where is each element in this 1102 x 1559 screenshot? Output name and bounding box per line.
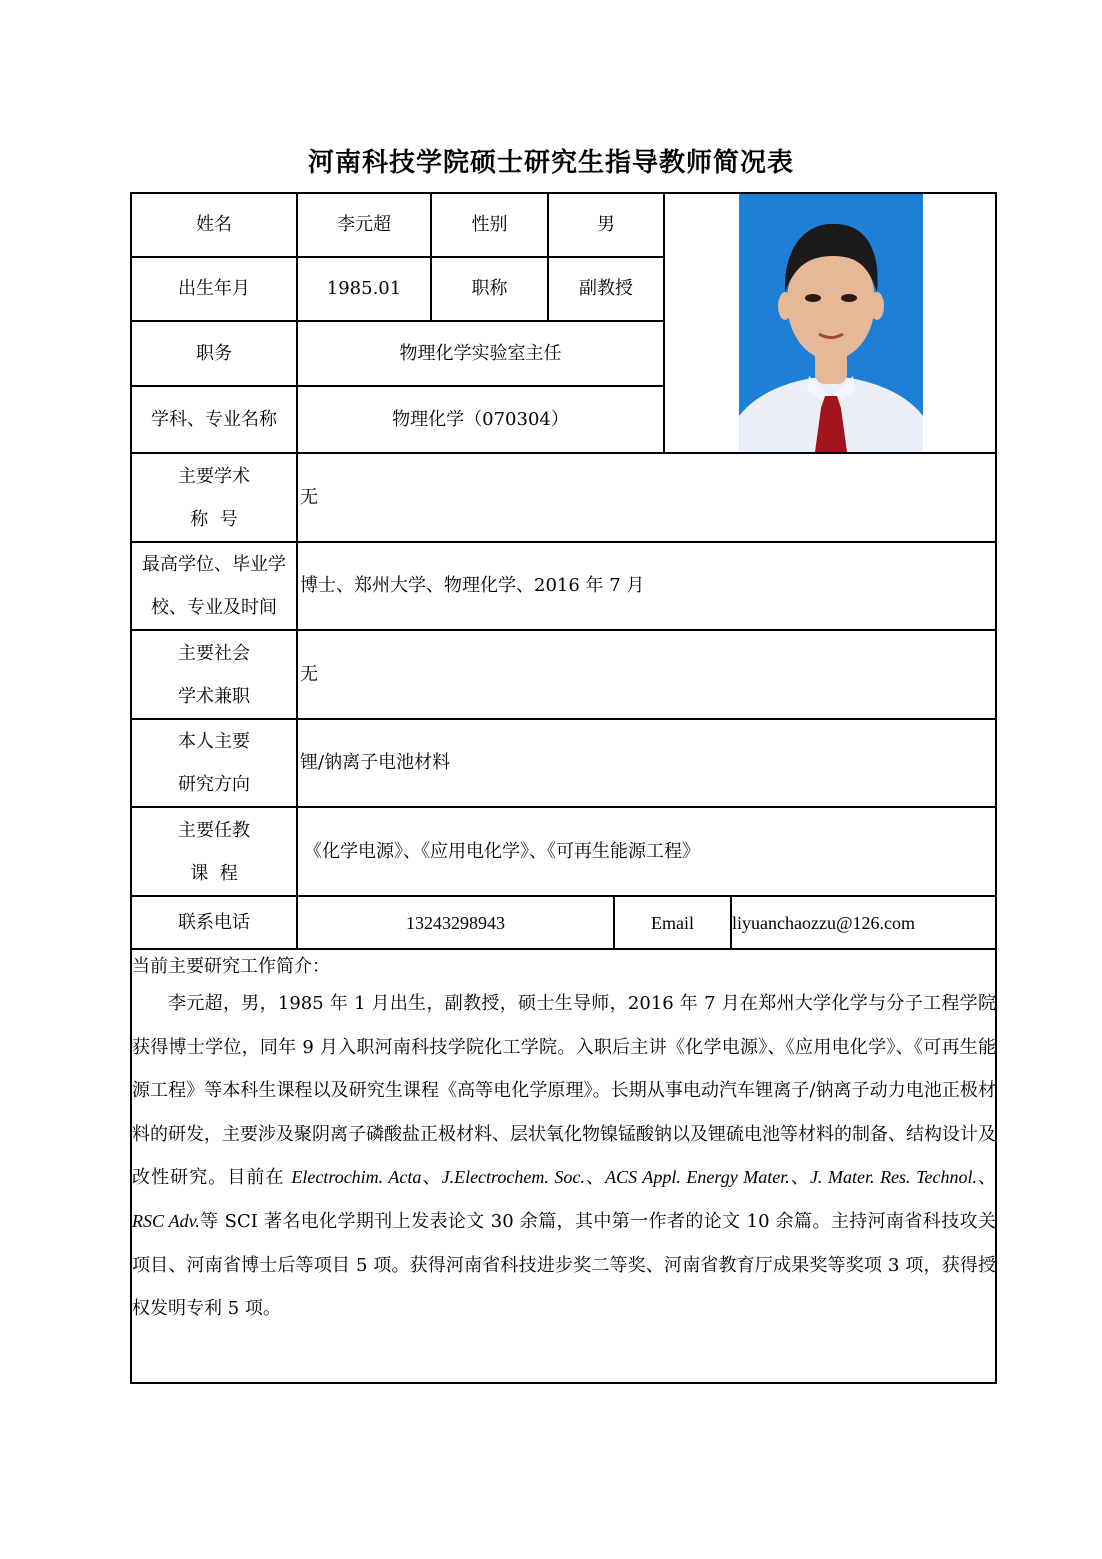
summary-separator: 、 — [976, 1167, 997, 1189]
academic-title-label — [132, 454, 296, 541]
course-label — [132, 808, 296, 895]
phone-value: 13243298943 — [406, 912, 505, 933]
email-label: Email — [651, 912, 694, 933]
right-ear — [870, 292, 884, 320]
journal-acs-aem: ACS Appl. Energy Mater. — [605, 1167, 790, 1188]
course-value: 《化学电源》、《应用电化学》、《可再生能源工程》 — [304, 840, 700, 862]
left-eye — [805, 294, 821, 302]
name-label: 姓名 — [196, 214, 232, 235]
journal-electrochem-soc: J.Electrochem. Soc. — [441, 1167, 585, 1188]
social-value: 无 — [300, 663, 318, 685]
social-label — [132, 631, 296, 718]
research-label-line2: 研究方向 — [178, 774, 250, 795]
row-line — [130, 948, 997, 950]
col-line — [663, 192, 665, 454]
birth-value: 1985.01 — [326, 278, 402, 299]
rank-value: 副教授 — [579, 278, 633, 299]
research-label-line1: 本人主要 — [178, 731, 250, 752]
research-summary — [132, 952, 996, 1331]
summary-separator: 、 — [789, 1167, 810, 1189]
email-value: liyuanchaozzu@126.com — [732, 912, 916, 933]
gender-value: 男 — [597, 214, 615, 235]
major-label: 学科、专业名称 — [151, 408, 277, 430]
name-value: 李元超 — [337, 214, 391, 235]
teacher-photo — [739, 194, 923, 452]
journal-jmrt: J. Mater. Res. Technol. — [809, 1167, 977, 1188]
summary-separator: 、 — [584, 1167, 606, 1189]
summary-separator: 、 — [421, 1167, 442, 1189]
degree-label-line1: 最高学位、毕业学 — [142, 554, 286, 575]
right-eye — [841, 294, 857, 302]
social-label-line2: 学术兼职 — [178, 685, 250, 707]
duty-value: 物理化学实验室主任 — [399, 342, 562, 364]
gender-label: 性别 — [471, 214, 508, 235]
degree-label — [132, 543, 296, 629]
document-title: 河南科技学院硕士研究生指导教师简况表 — [307, 148, 794, 178]
research-label — [132, 720, 296, 806]
summary-label: 当前主要研究工作简介： — [132, 956, 330, 977]
social-label-line1: 主要社会 — [178, 642, 250, 664]
course-label-line2: 课 程 — [190, 862, 238, 884]
portrait-image — [739, 194, 923, 452]
duty-label: 职务 — [196, 342, 232, 364]
academic-title-value: 无 — [300, 486, 318, 508]
birth-label: 出生年月 — [178, 278, 250, 299]
academic-title-label-line1: 主要学术 — [178, 465, 250, 487]
research-value: 锂/钠离子电池材料 — [300, 752, 451, 773]
academic-title-label-line2: 称 号 — [190, 508, 238, 530]
journal-electrochim-acta: Electrochim. Acta — [291, 1167, 422, 1188]
summary-text-2: 等 SCI 著名电化学期刊上发表论文 30 余篇，其中第一作者的论文 10 余篇。主持河南省科技攻关项目、河南省博士后等项目 5 项。获得河南省科技进步奖二等奖、河南省教育厅成果奖等奖项 3 项，获得授权发明专利 5 项。 — [132, 1210, 996, 1320]
degree-value: 博士、郑州大学、物理化学、2016 年 7 月 — [300, 575, 645, 596]
journal-rsc-adv: RSC Adv. — [132, 1210, 200, 1231]
summary-paragraph — [132, 982, 996, 1331]
rank-label: 职称 — [471, 278, 508, 299]
course-label-line1: 主要任教 — [178, 819, 250, 841]
phone-label: 联系电话 — [178, 911, 250, 933]
major-value: 物理化学（070304） — [392, 408, 569, 430]
degree-label-line2: 校、专业及时间 — [151, 597, 277, 618]
summary-text-1: 李元超，男，1985 年 1 月出生，副教授，硕士生导师，2016 年 7 月在郑州大学化学与分子工程学院获得博士学位，同年 9 月入职河南科技学院化工学院。入职后主讲《化学电源》、《应用电化学》、《可再生能源工程》等本科生课程以及研究生课程《高等电化学原理》。长期从事电动汽车锂离子/钠离子动力电池正极材料的研发，主要涉及聚阴离子磷酸盐正极材料、层状氧化物镍锰酸钠以及锂硫电池等材料的制备、结构设计及改性研究。目前在 — [132, 993, 996, 1189]
left-ear — [778, 292, 792, 320]
